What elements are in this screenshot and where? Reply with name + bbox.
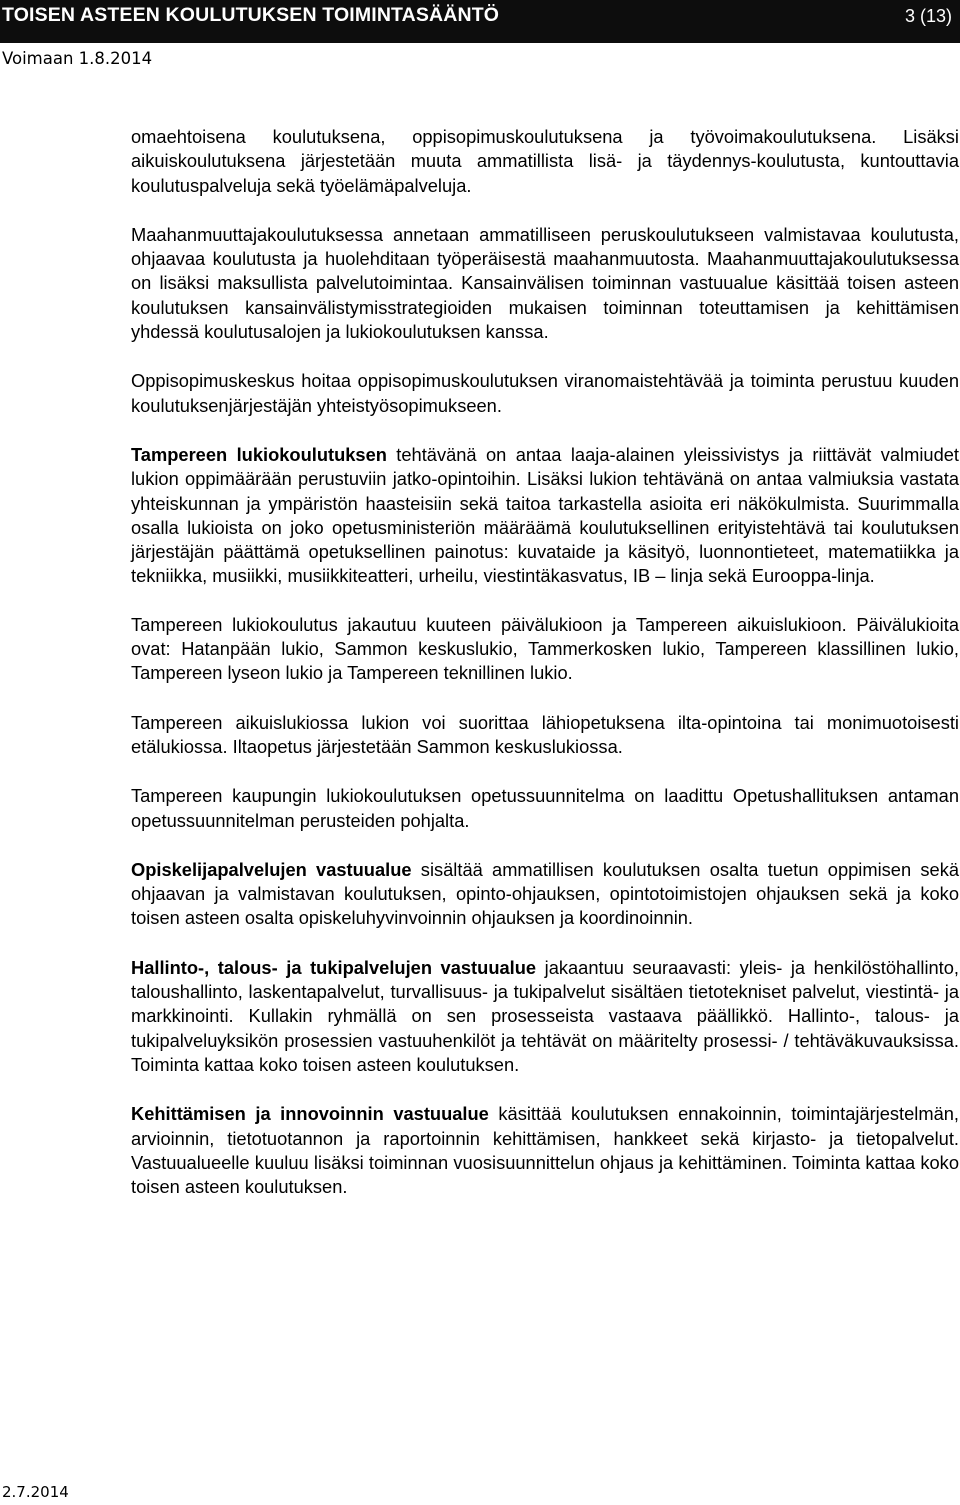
paragraph-text: omaehtoisena koulutuksena, oppisopimuskoulutuksena ja työvoimakoulutuksena. Lisäksi aikuiskoulutuksena järjestetään muuta ammatillista lisä- ja täydennys-koulutusta, kuntouttavia koulutuspalveluja sekä työelämäpalveluja. (131, 126, 959, 196)
paragraph-text: tehtävänä on antaa laaja-alainen yleissivistys ja riittävät valmiudet lukion oppimäärään perustuviin jatko-opintoihin. Lisäksi lukion tehtävänä on antaa valmiuksia vastata yhteiskunnan ja ympäristön haasteisiin sekä taitoa tarkastella asioita eri näkökulmista. Suurimmalla osalla lukioista on joko opetusministeriön määräämä koulutuksellinen erityistehtävä tai koulutuksen järjestäjän päättämä opetuksellinen painotus: kuvataide ja käsityö, luonnontieteet, matematiikka ja tekniikka, musiikki, musiikkiteatteri, urheilu, viestintäkasvatus, IB – linja sekä Eurooppa-linja. (131, 443, 959, 587)
paragraph (131, 956, 959, 1077)
document-title: TOISEN ASTEEN KOULUTUKSEN TOIMINTASÄÄNTÖ (2, 4, 500, 26)
paragraph (131, 613, 959, 686)
paragraph-lead: Opiskelijapalvelujen vastuualue (131, 858, 412, 880)
document-body (131, 125, 959, 1224)
footer-date: 2.7.2014 (2, 1483, 69, 1501)
paragraph-text: Oppisopimuskeskus hoitaa oppisopimuskoulutuksen viranomaistehtävää ja toiminta perustuu kuuden koulutuksenjärjestäjän yhteistyösopimukseen. (131, 370, 959, 416)
paragraph (131, 784, 959, 833)
paragraph (131, 369, 959, 418)
paragraph-text: käsittää koulutuksen ennakoinnin, toimintajärjestelmän, arvioinnin, tietotuotannon ja raportoinnin kehittämisen, hankkeet sekä kirjasto- ja tietopalvelut. Vastuualueelle kuuluu lisäksi toiminnan vuosisuunnittelun ohjaus ja kehittäminen. Toiminta kattaa koko toisen asteen koulutuksen. (131, 1103, 959, 1198)
paragraph-text: jakaantuu seuraavasti: yleis- ja henkilöstöhallinto, taloushallinto, laskentapalvelut, turvallisuus- ja tukipalvelut sisältäen tietotekniset palvelut, viestintä- ja markkinointi. Kullakin ryhmällä on sen prosesseista vastaava päällikkö. Hallinto-, talous- ja tukipalveluyksikön prosessien vastuuhenkilöt ja tehtävät on määritelty prosessi- / tehtäväkuvauksissa. Toiminta kattaa koko toisen asteen koulutuksen. (131, 956, 960, 1075)
paragraph-text: Maahanmuuttajakoulutuksessa annetaan ammatilliseen peruskoulutukseen valmistavaa koulutusta, ohjaavaa koulutusta ja huolehditaan työperäisestä maahanmuutosta. Maahanmuuttajakoulutuksessa on lisäksi maksullista palvelutoimintaa. Kansainvälisen toiminnan vastuualue käsittää toisen asteen koulutuksen kansainvälistymisstrategioiden mukaisen toiminnan toteuttamisen ja kehittämisen yhdessä koulutusalojen ja lukiokoulutuksen kanssa. (131, 223, 959, 343)
paragraph (131, 125, 959, 198)
paragraph (131, 223, 959, 344)
paragraph-text: sisältää ammatillisen koulutuksen osalta tuetun oppimisen sekä ohjaavan ja valmistavan koulutuksen, opinto-ohjauksen, opintotoimistojen ohjauksen sekä ja koko toisen asteen osalta opiskeluhyvinvoinnin ohjauksen ja koordinoinnin. (131, 858, 959, 929)
paragraph (131, 443, 959, 589)
paragraph (131, 711, 959, 760)
page-number: 3 (13) (904, 6, 952, 26)
paragraph (131, 858, 959, 931)
paragraph-lead: Hallinto-, talous- ja tukipalvelujen vastuualue (131, 956, 537, 978)
paragraph (131, 1102, 959, 1199)
header-bar (0, 0, 960, 43)
paragraph-text: Tampereen kaupungin lukiokoulutuksen opetussuunnitelma on laadittu Opetushallituksen antaman opetussuunnitelman perusteiden pohjalta. (131, 785, 959, 831)
effective-date: Voimaan 1.8.2014 (2, 49, 153, 68)
paragraph-text: Tampereen lukiokoulutus jakautuu kuuteen päivälukioon ja Tampereen aikuislukioon. Päivälukioita ovat: Hatanpään lukio, Sammon keskuslukio, Tammerkosken lukio, Tampereen klassillinen lukio, Tampereen lyseon lukio ja Tampereen teknillinen lukio. (131, 613, 959, 684)
paragraph-lead: Tampereen lukiokoulutuksen (131, 443, 387, 465)
paragraph-lead: Kehittämisen ja innovoinnin vastuualue (131, 1103, 489, 1125)
paragraph-text: Tampereen aikuislukiossa lukion voi suorittaa lähiopetuksena ilta-opintoina tai monimuotoisesti etälukiossa. Iltaopetus järjestetään Sammon keskuslukiossa. (131, 711, 959, 757)
